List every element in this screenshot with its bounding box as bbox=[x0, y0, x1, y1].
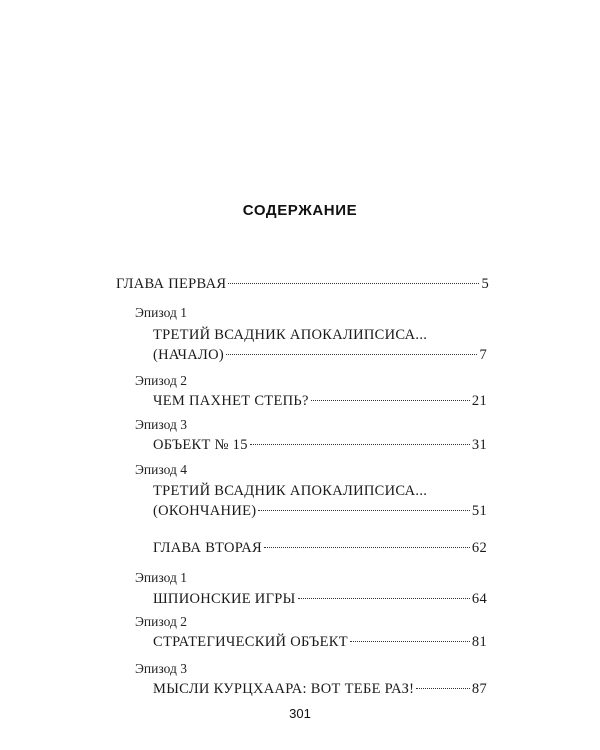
toc-entry-title: ЧЕМ ПАХНЕТ СТЕПЬ? bbox=[153, 393, 309, 409]
dot-leader bbox=[226, 354, 477, 355]
toc-entry-episode-6 bbox=[153, 634, 487, 651]
toc-entry-episode-7 bbox=[153, 681, 487, 698]
toc-entry-page: 7 bbox=[479, 347, 487, 363]
toc-entry-title: ГЛАВА ПЕРВАЯ bbox=[116, 276, 227, 292]
toc-entry-episode-3 bbox=[153, 437, 487, 454]
episode-label: Эпизод 4 bbox=[135, 462, 187, 477]
episode-label: Эпизод 3 bbox=[135, 417, 187, 432]
toc-entry-page: 64 bbox=[471, 591, 487, 607]
episode-label: Эпизод 3 bbox=[135, 661, 187, 676]
toc-entry-page: 51 bbox=[471, 503, 487, 519]
episode-label: Эпизод 1 bbox=[135, 305, 187, 320]
dot-leader bbox=[298, 598, 470, 599]
toc-entry-title: ГЛАВА ВТОРАЯ bbox=[153, 540, 263, 556]
dot-leader bbox=[416, 688, 470, 689]
episode-label: Эпизод 1 bbox=[135, 570, 187, 585]
toc-entry-page: 81 bbox=[471, 634, 487, 650]
toc-entry-chapter-2 bbox=[153, 540, 487, 557]
toc-entry-title-line1: ТРЕТИЙ ВСАДНИК АПОКАЛИПСИСА... bbox=[153, 483, 428, 499]
toc-entry-title-line1: ТРЕТИЙ ВСАДНИК АПОКАЛИПСИСА... bbox=[153, 327, 428, 343]
toc-entry-episode-4 bbox=[153, 503, 487, 520]
dot-leader bbox=[228, 283, 479, 284]
dot-leader bbox=[311, 400, 470, 401]
dot-leader bbox=[250, 444, 470, 445]
toc-entry-page: 5 bbox=[481, 276, 489, 292]
dot-leader bbox=[350, 641, 470, 642]
toc-entry-title: СТРАТЕГИЧЕСКИЙ ОБЪЕКТ bbox=[153, 634, 348, 650]
episode-label: Эпизод 2 bbox=[135, 614, 187, 629]
toc-entry-page: 31 bbox=[471, 437, 487, 453]
toc-entry-chapter-1 bbox=[116, 276, 489, 293]
toc-entry-page: 21 bbox=[471, 393, 487, 409]
toc-entry-episode-1 bbox=[153, 347, 487, 364]
toc-entry-title-line2: (НАЧАЛО) bbox=[153, 347, 224, 363]
page-heading: СОДЕРЖАНИЕ bbox=[242, 202, 358, 219]
toc-entry-episode-5 bbox=[153, 591, 487, 608]
page-number: 301 bbox=[289, 706, 311, 721]
toc-entry-page: 87 bbox=[471, 681, 487, 697]
toc-entry-title: ШПИОНСКИЕ ИГРЫ bbox=[153, 591, 296, 607]
toc-entry-title-line2: (ОКОНЧАНИЕ) bbox=[153, 503, 257, 519]
toc-entry-title: МЫСЛИ КУРЦХААРА: ВОТ ТЕБЕ РАЗ! bbox=[153, 681, 415, 697]
dot-leader bbox=[264, 547, 470, 548]
toc-entry-title: ОБЪЕКТ № 15 bbox=[153, 437, 248, 453]
toc-entry-page: 62 bbox=[471, 540, 487, 556]
episode-label: Эпизод 2 bbox=[135, 373, 187, 388]
dot-leader bbox=[258, 510, 470, 511]
toc-entry-episode-2 bbox=[153, 393, 487, 410]
